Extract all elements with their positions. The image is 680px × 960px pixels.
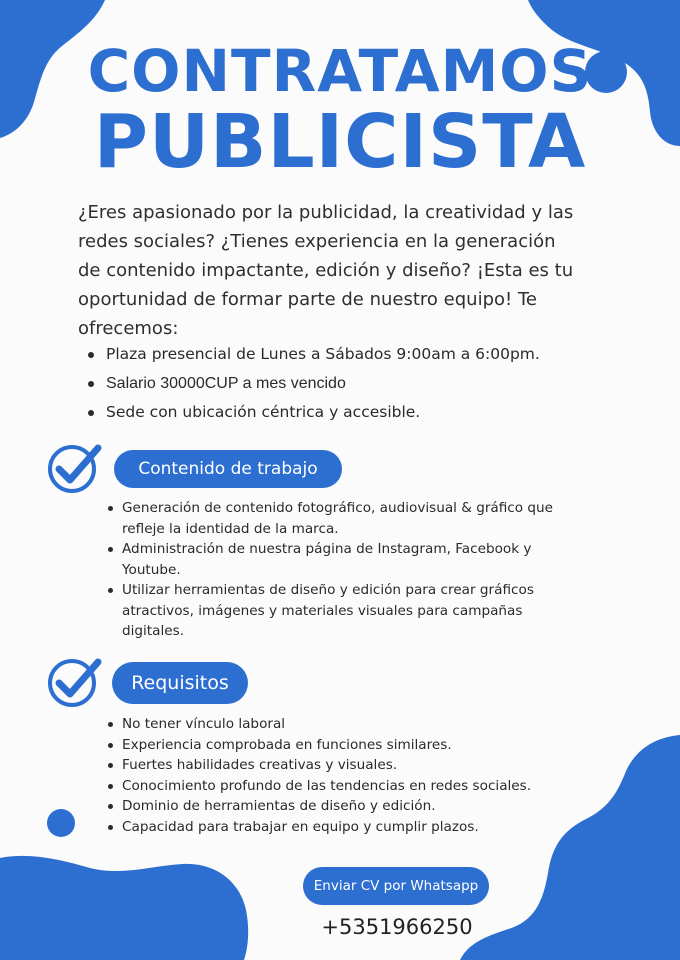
send-cv-whatsapp-button[interactable]: Enviar CV por Whatsapp (303, 867, 489, 905)
offer-item-location: Sede con ubicación céntrica y accesible. (88, 398, 540, 427)
section-title-content: Contenido de trabajo (114, 450, 342, 488)
section-title-requirements: Requisitos (112, 662, 248, 704)
offer-item-schedule: Plaza presencial de Lunes a Sábados 9:00am a 6:00pm. (88, 340, 540, 369)
content-list (106, 498, 576, 642)
headline-line-2: PUBLICISTA (93, 99, 587, 185)
phone-number[interactable]: +5351966250 (321, 915, 473, 939)
requirements-list (106, 714, 586, 837)
requirement-item: Conocimiento profundo de las tendencias en redes sociales. (106, 776, 586, 797)
requirement-item: Experiencia comprobada en funciones similares. (106, 735, 586, 756)
content-item: Utilizar herramientas de diseño y edición para crear gráficos atractivos, imágenes y materiales visuales para campañas digitales. (106, 580, 576, 642)
requirement-item: Capacidad para trabajar en equipo y cumplir plazos. (106, 817, 586, 838)
requirement-item: Dominio de herramientas de diseño y edición. (106, 796, 586, 817)
content-item: Generación de contenido fotográfico, audiovisual & gráfico que refleje la identidad de la marca. (106, 498, 576, 539)
offer-list (88, 340, 540, 427)
bottom-right-dot (528, 914, 564, 950)
check-circle-icon (46, 656, 106, 708)
headline-line-1: CONTRATAMOS (87, 37, 593, 105)
intro-paragraph: ¿Eres apasionado por la publicidad, la creatividad y las redes sociales? ¿Tienes experiencia en la generación de contenido impactante, edición y diseño? ¡Esta es tu oportunidad de formar parte de nuestro equipo! Te ofrecemos: (78, 202, 574, 339)
check-circle-icon (46, 442, 106, 494)
bottom-left-dot (46, 808, 76, 838)
bottom-left-blob (0, 850, 250, 960)
requirement-item: No tener vínculo laboral (106, 714, 586, 735)
offer-item-salary: Salario 30000CUP a mes vencido (88, 369, 540, 398)
requirement-item: Fuertes habilidades creativas y visuales. (106, 755, 586, 776)
content-item: Administración de nuestra página de Instagram, Facebook y Youtube. (106, 539, 576, 580)
